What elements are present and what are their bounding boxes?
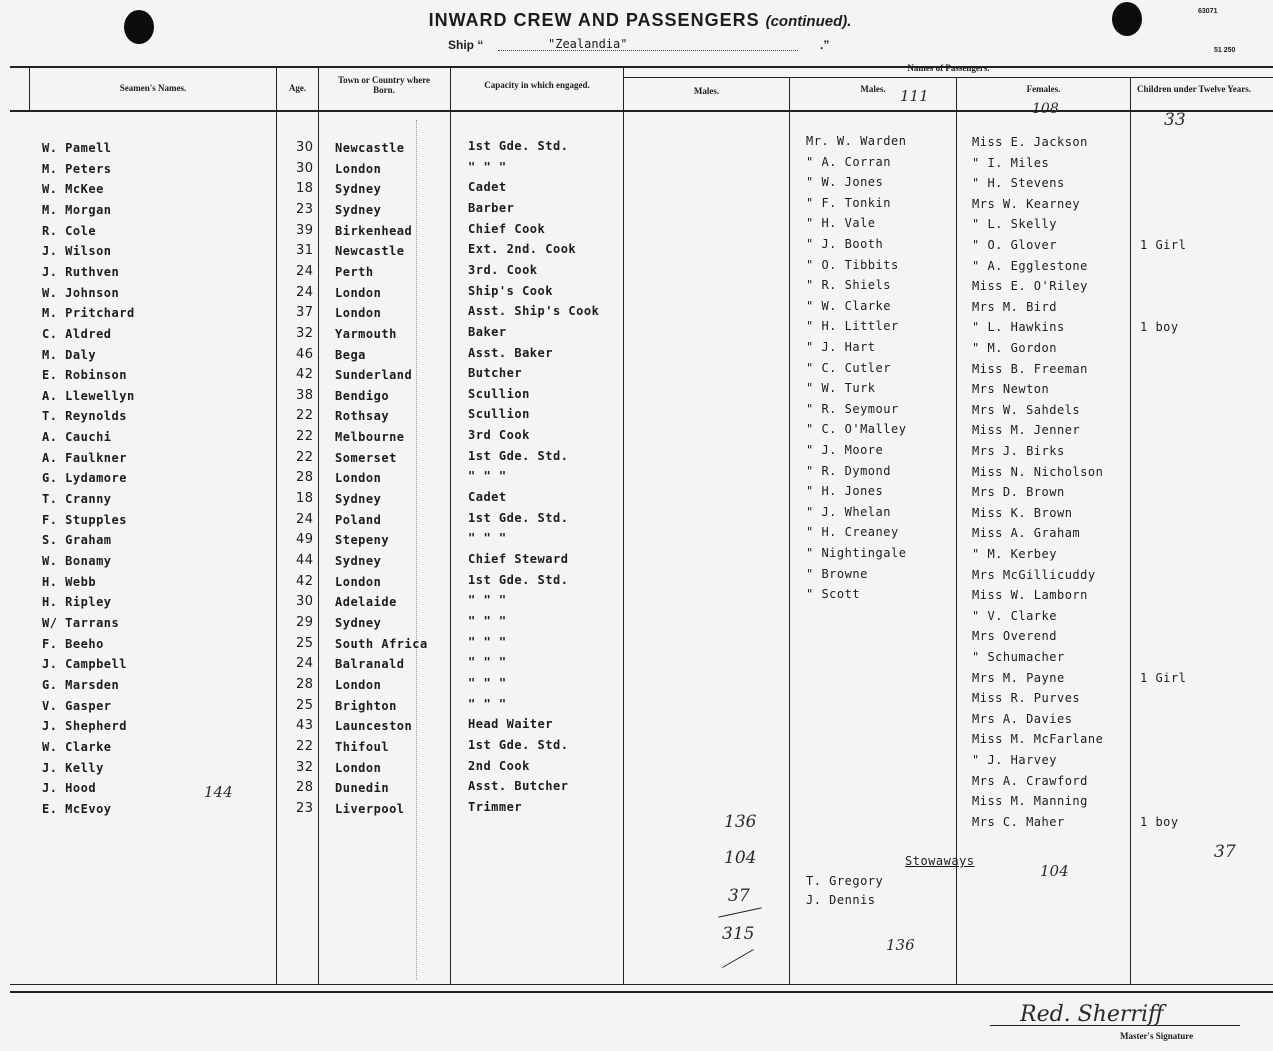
seaman-name: G. Marsden: [42, 678, 120, 692]
female-passenger: Miss W. Lamborn: [972, 588, 1088, 602]
seaman-name: S. Graham: [42, 533, 112, 547]
header-names-of-passengers: Names of Passengers.: [907, 63, 990, 73]
seaman-birthplace: Bega: [335, 348, 366, 362]
seaman-birthplace: Dunedin: [335, 781, 390, 795]
male-passenger: " C. Cutler: [806, 361, 891, 375]
seaman-birthplace: Bendigo: [335, 389, 390, 403]
female-passenger: " M. Kerbey: [972, 547, 1057, 561]
seaman-name: W/ Tarrans: [42, 616, 120, 630]
female-passenger: Mrs M. Bird: [972, 300, 1057, 314]
children-entry: 1 boy: [1140, 815, 1179, 829]
seaman-capacity: 1st Gde. Std.: [468, 139, 569, 153]
seaman-name: J. Shepherd: [42, 719, 127, 733]
col-rule-1: [276, 66, 277, 984]
seaman-birthplace: Sydney: [335, 492, 382, 506]
seaman-name: J. Wilson: [42, 244, 112, 258]
females-count-note: 108: [1032, 101, 1059, 117]
female-passenger: " I. Miles: [972, 156, 1050, 170]
seaman-age: 22: [296, 429, 314, 444]
seaman-name: A. Cauchi: [42, 430, 112, 444]
ship-line: [448, 38, 838, 52]
seaman-capacity: Asst. Butcher: [468, 779, 569, 793]
title-suffix: (continued).: [765, 13, 852, 30]
tally-total-note: 315: [722, 924, 755, 944]
children-total-note: 37: [1214, 842, 1236, 862]
col-rule-5: [789, 77, 790, 984]
header-age: Age.: [288, 83, 307, 93]
tally-note-3: 37: [728, 886, 750, 906]
female-passenger: " M. Gordon: [972, 341, 1057, 355]
punch-hole-left: [124, 10, 154, 44]
male-passenger: " W. Clarke: [806, 299, 891, 313]
seaman-age: 24: [296, 656, 314, 671]
seaman-birthplace: Somerset: [335, 451, 397, 465]
seaman-birthplace: London: [335, 471, 382, 485]
seaman-capacity: Butcher: [468, 366, 523, 380]
punch-hole-right: [1112, 2, 1142, 36]
header-town-country: Town or Country where Born.: [337, 75, 431, 95]
seaman-name: A. Faulkner: [42, 451, 127, 465]
female-passenger: Mrs Newton: [972, 382, 1050, 396]
female-passenger: Mrs Overend: [972, 629, 1057, 643]
male-passenger: " H. Littler: [806, 319, 899, 333]
seaman-age: 42: [296, 574, 314, 589]
seaman-birthplace: Melbourne: [335, 430, 405, 444]
female-passenger: Miss R. Purves: [972, 691, 1081, 705]
seaman-name: G. Lydamore: [42, 471, 127, 485]
seaman-age: 32: [296, 760, 314, 775]
male-passenger: " J. Moore: [806, 443, 884, 457]
seaman-capacity: " " ": [468, 697, 507, 711]
seaman-capacity: Head Waiter: [468, 717, 553, 731]
male-passenger: " Browne: [806, 567, 868, 581]
seaman-age: 29: [296, 615, 314, 630]
female-passenger: Miss M. Jenner: [972, 423, 1081, 437]
seaman-capacity: Baker: [468, 325, 507, 339]
seaman-name: M. Peters: [42, 162, 112, 176]
seaman-capacity: " " ": [468, 676, 507, 690]
seaman-capacity: Ext. 2nd. Cook: [468, 242, 577, 256]
male-passenger: " Scott: [806, 587, 861, 601]
seaman-age: 42: [296, 367, 314, 382]
seaman-age: 22: [296, 739, 314, 754]
seaman-birthplace: London: [335, 286, 382, 300]
seaman-name: R. Cole: [42, 224, 97, 238]
seaman-age: 46: [296, 347, 314, 362]
seaman-age: 23: [296, 202, 314, 217]
male-passenger: " W. Turk: [806, 381, 876, 395]
seaman-capacity: " " ": [468, 160, 507, 174]
seaman-capacity: 1st Gde. Std.: [468, 573, 569, 587]
header-males-1: Males.: [693, 86, 720, 96]
master-signature-label: Master's Signature: [1120, 1031, 1194, 1041]
tally-total-underline: [722, 949, 754, 968]
seaman-age: 43: [296, 718, 314, 733]
male-passenger: " R. Seymour: [806, 402, 899, 416]
seaman-age: 24: [296, 264, 314, 279]
seaman-name: H. Webb: [42, 575, 97, 589]
ship-label: Ship “: [448, 38, 484, 52]
seaman-name: T. Cranny: [42, 492, 112, 506]
tally-note-1: 136: [724, 812, 757, 832]
male-passenger: Mr. W. Warden: [806, 134, 907, 148]
seaman-name: M. Pritchard: [42, 306, 135, 320]
stowaways-heading: Stowaways: [905, 854, 975, 868]
seaman-age: 38: [296, 388, 314, 403]
female-passenger: Mrs W. Kearney: [972, 197, 1081, 211]
seaman-capacity: Asst. Baker: [468, 346, 553, 360]
footer-rule-2: [10, 991, 1273, 993]
seaman-name: F. Beeho: [42, 637, 104, 651]
seaman-birthplace: London: [335, 306, 382, 320]
female-passenger: Miss N. Nicholson: [972, 465, 1104, 479]
female-passenger: " V. Clarke: [972, 609, 1057, 623]
seaman-age: 28: [296, 780, 314, 795]
female-passenger: " J. Harvey: [972, 753, 1057, 767]
seaman-name: T. Reynolds: [42, 409, 127, 423]
seaman-capacity: Cadet: [468, 490, 507, 504]
form-number-top: 63071: [1198, 8, 1218, 15]
female-passenger: Mrs J. Birks: [972, 444, 1065, 458]
seaman-birthplace: Launceston: [335, 719, 413, 733]
seaman-age: 30: [296, 594, 314, 609]
seaman-birthplace: Sunderland: [335, 368, 413, 382]
seaman-name: J. Kelly: [42, 761, 104, 775]
seaman-birthplace: Newcastle: [335, 141, 405, 155]
seaman-age: 44: [296, 553, 314, 568]
title-main: INWARD CREW AND PASSENGERS: [428, 10, 760, 30]
stow-male-count-note: 136: [886, 936, 915, 954]
seaman-age: 28: [296, 677, 314, 692]
stowaway-name: T. Gregory: [806, 874, 884, 888]
female-passenger: Miss E. Jackson: [972, 135, 1088, 149]
children-count-note: 33: [1164, 110, 1186, 130]
seaman-birthplace: Poland: [335, 513, 382, 527]
male-passenger: " Nightingale: [806, 546, 907, 560]
seaman-age: 49: [296, 532, 314, 547]
seaman-name: C. Aldred: [42, 327, 112, 341]
male-passenger: " H. Vale: [806, 216, 876, 230]
seaman-capacity: Asst. Ship's Cook: [468, 304, 600, 318]
seaman-name: H. Ripley: [42, 595, 112, 609]
male-passenger: " A. Corran: [806, 155, 891, 169]
male-passenger: " R. Dymond: [806, 464, 891, 478]
seaman-capacity: Chief Cook: [468, 222, 546, 236]
seaman-birthplace: Thifoul: [335, 740, 390, 754]
seaman-name: M. Daly: [42, 348, 97, 362]
female-passenger: " L. Skelly: [972, 217, 1057, 231]
female-passenger: " O. Glover: [972, 238, 1057, 252]
seaman-birthplace: Sydney: [335, 203, 382, 217]
header-males-2: Males.: [860, 84, 886, 94]
seaman-age: 18: [296, 181, 314, 196]
seaman-capacity: 3rd Cook: [468, 428, 530, 442]
female-passenger: Mrs A. Crawford: [972, 774, 1088, 788]
seaman-capacity: " " ": [468, 635, 507, 649]
col-rule-6: [956, 77, 957, 984]
male-passenger: " J. Whelan: [806, 505, 891, 519]
seaman-age: 24: [296, 512, 314, 527]
male-passenger: " H. Creaney: [806, 525, 899, 539]
seaman-birthplace: Sydney: [335, 554, 382, 568]
seaman-age: 37: [296, 305, 314, 320]
female-passenger: " H. Stevens: [972, 176, 1065, 190]
male-passenger: " F. Tonkin: [806, 196, 891, 210]
page-title: [340, 10, 940, 31]
seaman-capacity: 1st Gde. Std.: [468, 449, 569, 463]
seaman-capacity: 1st Gde. Std.: [468, 738, 569, 752]
seaman-age: 23: [296, 801, 314, 816]
female-passenger: Miss B. Freeman: [972, 362, 1088, 376]
col-dots-town: [416, 120, 417, 980]
seaman-age: 22: [296, 450, 314, 465]
stow-female-count-note: 104: [1040, 862, 1069, 880]
seaman-birthplace: South Africa: [335, 637, 428, 651]
seaman-name: W. Pamell: [42, 141, 112, 155]
children-entry: 1 Girl: [1140, 671, 1187, 685]
female-passenger: " Schumacher: [972, 650, 1065, 664]
header-females: Females.: [1026, 84, 1061, 94]
female-passenger: Miss M. Manning: [972, 794, 1088, 808]
seaman-capacity: 3rd. Cook: [468, 263, 538, 277]
seaman-name: W. Bonamy: [42, 554, 112, 568]
crew-count-note: 144: [204, 783, 233, 801]
seaman-name: F. Stupples: [42, 513, 127, 527]
seaman-name: J. Ruthven: [42, 265, 120, 279]
male-passenger: " H. Jones: [806, 484, 884, 498]
seaman-age: 22: [296, 408, 314, 423]
seaman-birthplace: Sydney: [335, 616, 382, 630]
seaman-capacity: " " ": [468, 614, 507, 628]
passenger-sub-rule: [623, 77, 1273, 78]
female-passenger: " A. Egglestone: [972, 259, 1088, 273]
ship-close-quote: .”: [820, 38, 830, 52]
female-passenger: Mrs M. Payne: [972, 671, 1065, 685]
seaman-name: E. McEvoy: [42, 802, 112, 816]
seaman-capacity: 2nd Cook: [468, 759, 530, 773]
seaman-age: 24: [296, 285, 314, 300]
female-passenger: Miss M. McFarlane: [972, 732, 1104, 746]
stowaway-name: J. Dennis: [806, 893, 876, 907]
seaman-capacity: Chief Steward: [468, 552, 569, 566]
female-passenger: Miss A. Graham: [972, 526, 1081, 540]
seaman-name: W. Johnson: [42, 286, 120, 300]
seaman-birthplace: London: [335, 575, 382, 589]
seaman-birthplace: Stepeny: [335, 533, 390, 547]
col-rule-7: [1130, 77, 1131, 984]
seaman-birthplace: Adelaide: [335, 595, 397, 609]
seaman-age: 31: [296, 243, 314, 258]
female-passenger: Mrs C. Maher: [972, 815, 1065, 829]
header-capacity: Capacity in which engaged.: [484, 80, 590, 90]
female-passenger: Mrs McGillicuddy: [972, 568, 1096, 582]
seaman-birthplace: Liverpool: [335, 802, 405, 816]
seaman-age: 25: [296, 636, 314, 651]
seaman-capacity: " " ": [468, 655, 507, 669]
seaman-name: W. McKee: [42, 182, 104, 196]
header-children: Children under Twelve Years.: [1137, 84, 1252, 94]
seaman-age: 32: [296, 326, 314, 341]
seaman-age: 28: [296, 470, 314, 485]
seaman-birthplace: Yarmouth: [335, 327, 397, 341]
seaman-age: 25: [296, 698, 314, 713]
male-passenger: " C. O'Malley: [806, 422, 907, 436]
seaman-birthplace: Brighton: [335, 699, 397, 713]
males-count-note: 111: [900, 87, 929, 105]
male-passenger: " J. Booth: [806, 237, 884, 251]
seaman-name: V. Gasper: [42, 699, 112, 713]
male-passenger: " W. Jones: [806, 175, 884, 189]
col-rule-3: [450, 66, 451, 984]
seaman-capacity: Scullion: [468, 387, 530, 401]
seaman-capacity: " " ": [468, 593, 507, 607]
female-passenger: " L. Hawkins: [972, 320, 1065, 334]
header-seamen-names: Seamen's Names.: [119, 83, 187, 93]
seaman-name: J. Campbell: [42, 657, 127, 671]
seaman-capacity: Ship's Cook: [468, 284, 553, 298]
seaman-birthplace: Birkenhead: [335, 224, 413, 238]
seaman-name: A. Llewellyn: [42, 389, 135, 403]
seaman-birthplace: Balranald: [335, 657, 405, 671]
female-passenger: Miss E. O'Riley: [972, 279, 1088, 293]
seaman-capacity: " " ": [468, 469, 507, 483]
seaman-birthplace: Sydney: [335, 182, 382, 196]
seaman-age: 30: [296, 161, 314, 176]
col-rule-4: [623, 66, 624, 984]
seaman-name: E. Robinson: [42, 368, 127, 382]
seaman-capacity: 1st Gde. Std.: [468, 511, 569, 525]
seaman-name: M. Morgan: [42, 203, 112, 217]
seaman-age: 18: [296, 491, 314, 506]
female-passenger: Miss K. Brown: [972, 506, 1073, 520]
seaman-capacity: Cadet: [468, 180, 507, 194]
seaman-capacity: Barber: [468, 201, 515, 215]
tally-note-2: 104: [724, 848, 757, 868]
seaman-capacity: " " ": [468, 531, 507, 545]
footer-rule-1: [10, 984, 1273, 985]
seaman-birthplace: Perth: [335, 265, 374, 279]
ship-dotted-line: [498, 50, 798, 51]
seaman-birthplace: Newcastle: [335, 244, 405, 258]
seaman-birthplace: London: [335, 761, 382, 775]
seaman-name: J. Hood: [42, 781, 97, 795]
seaman-birthplace: Rothsay: [335, 409, 390, 423]
col-rule-2: [318, 66, 319, 984]
male-passenger: " O. Tibbits: [806, 258, 899, 272]
seaman-birthplace: London: [335, 162, 382, 176]
children-entry: 1 boy: [1140, 320, 1179, 334]
header-bottom-rule: [10, 110, 1273, 112]
form-number-right: 51 250: [1214, 47, 1236, 54]
master-signature: Red. Sherriff: [1020, 1002, 1164, 1027]
children-entry: 1 Girl: [1140, 238, 1187, 252]
tally-sum-line: [718, 907, 761, 917]
seaman-age: 39: [296, 223, 314, 238]
ship-name: "Zealandia": [548, 37, 628, 51]
seaman-age: 30: [296, 140, 314, 155]
female-passenger: Mrs W. Sahdels: [972, 403, 1081, 417]
male-passenger: " J. Hart: [806, 340, 876, 354]
seaman-birthplace: London: [335, 678, 382, 692]
female-passenger: Mrs A. Davies: [972, 712, 1073, 726]
seaman-name: W. Clarke: [42, 740, 112, 754]
seaman-capacity: Scullion: [468, 407, 530, 421]
male-passenger: " R. Shiels: [806, 278, 891, 292]
seaman-capacity: Trimmer: [468, 800, 523, 814]
female-passenger: Mrs D. Brown: [972, 485, 1065, 499]
